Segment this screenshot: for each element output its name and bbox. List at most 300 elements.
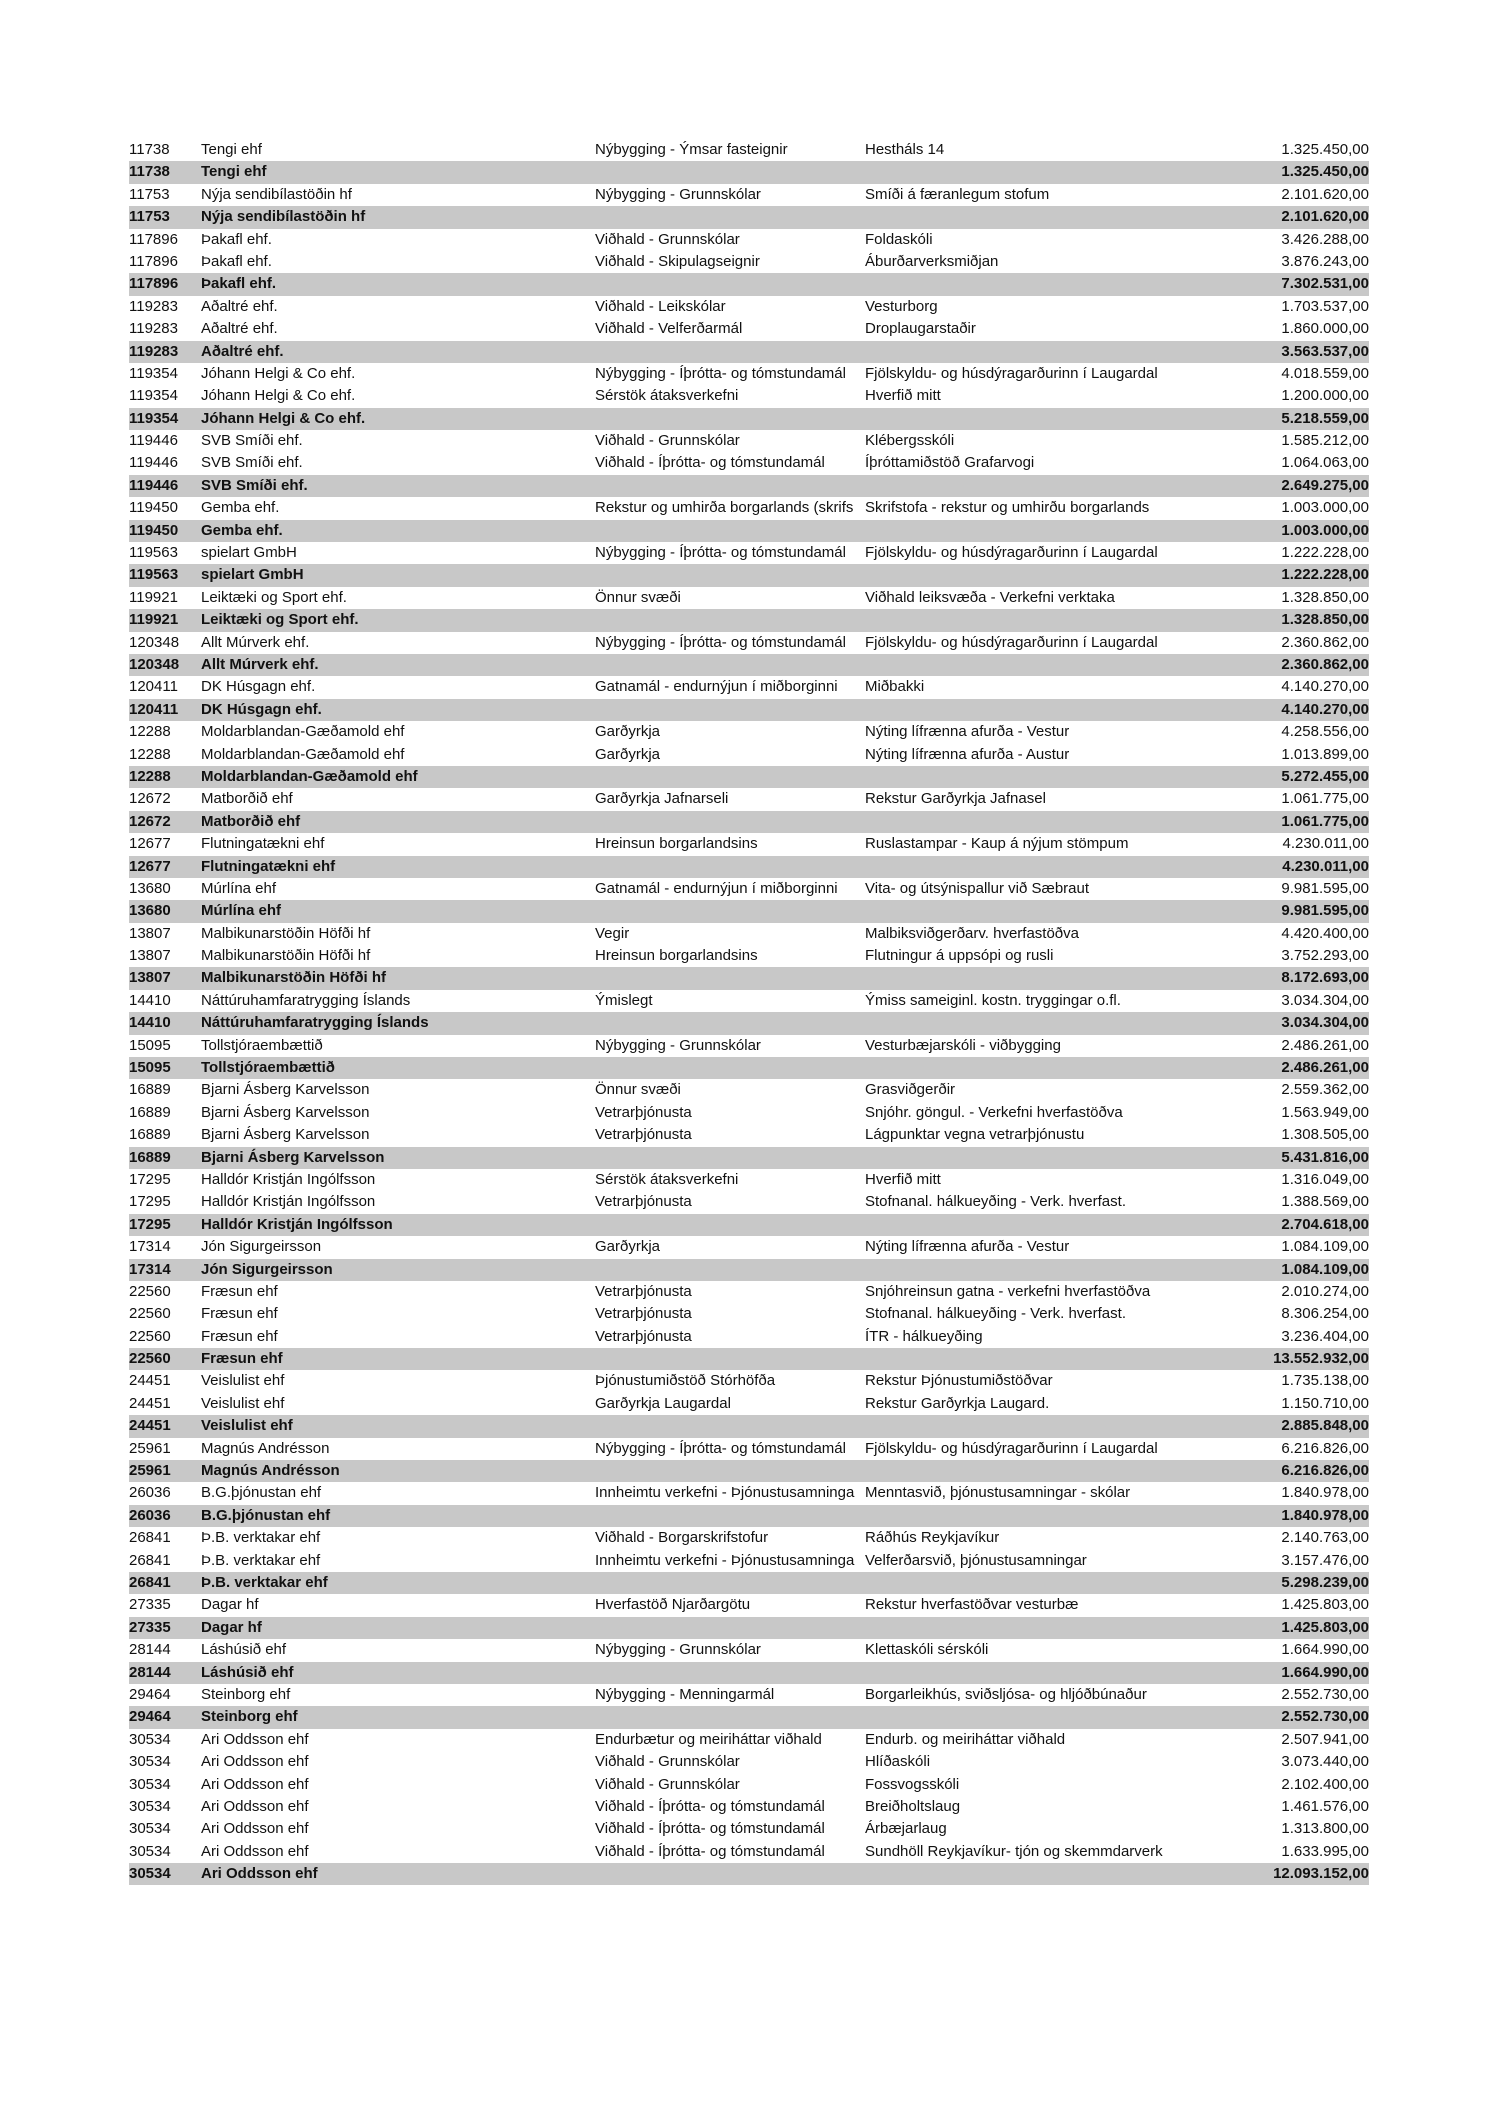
category-cell: Endurbætur og meiriháttar viðhald — [595, 1730, 822, 1748]
category-cell: Gatnamál - endurnýjun í miðborginni — [595, 678, 838, 696]
vendor-total-row — [129, 1706, 1369, 1728]
amount-cell: 4.230.011,00 — [1282, 835, 1369, 853]
table-row — [129, 1102, 1369, 1124]
vendor-id-cell: 30534 — [129, 1865, 171, 1883]
vendor-id-cell: 119354 — [129, 387, 178, 405]
amount-cell: 1.084.109,00 — [1281, 1260, 1369, 1278]
vendor-total-row — [129, 967, 1369, 989]
vendor-name-cell: DK Húsgagn ehf. — [201, 678, 316, 696]
table-row — [129, 632, 1369, 654]
vendor-id-cell: 119446 — [129, 454, 178, 472]
description-cell: Klettaskóli sérskóli — [865, 1641, 989, 1659]
amount-cell: 2.507.941,00 — [1281, 1730, 1369, 1748]
vendor-id-cell: 12288 — [129, 767, 171, 785]
description-cell — [865, 1415, 1265, 1437]
vendor-id-cell: 30534 — [129, 1797, 171, 1815]
amount-cell: 1.003.000,00 — [1281, 499, 1369, 517]
amount-cell: 1.200.000,00 — [1281, 387, 1369, 405]
table-row — [129, 251, 1369, 273]
description-cell — [865, 699, 1265, 721]
vendor-id-cell: 14410 — [129, 1014, 171, 1032]
vendor-id-cell: 26841 — [129, 1551, 171, 1569]
vendor-id-cell: 119283 — [129, 342, 179, 360]
description-cell: Smíði á færanlegum stofum — [865, 185, 1050, 203]
description-cell — [865, 206, 1265, 228]
vendor-id-cell: 26036 — [129, 1506, 171, 1524]
description-cell: Hverfið mitt — [865, 1170, 941, 1188]
vendor-name-cell: Gemba ehf. — [201, 521, 283, 539]
vendor-name-cell: Moldarblandan-Gæðamold ehf — [201, 745, 405, 763]
vendor-name-cell: Fræsun ehf — [201, 1282, 278, 1300]
vendor-total-row — [129, 408, 1369, 430]
category-cell: Garðyrkja — [595, 723, 661, 741]
vendor-name-cell: Fræsun ehf — [201, 1350, 283, 1368]
vendor-name-cell: spielart GmbH — [201, 566, 304, 584]
category-cell — [595, 341, 865, 363]
vendor-id-cell: 30534 — [129, 1820, 171, 1838]
vendor-total-row — [129, 1415, 1369, 1437]
description-cell: Vesturbæjarskóli - viðbygging — [865, 1036, 1061, 1054]
vendor-total-row — [129, 1617, 1369, 1639]
vendor-name-cell: Þ.B. verktakar ehf — [201, 1529, 321, 1547]
amount-cell: 1.316.049,00 — [1281, 1170, 1369, 1188]
description-cell: Rekstur Garðyrkja Laugard. — [865, 1394, 1050, 1412]
amount-cell: 9.981.595,00 — [1281, 879, 1369, 897]
table-row — [129, 587, 1369, 609]
vendor-name-cell: Flutningatækni ehf — [201, 835, 325, 853]
category-cell: Viðhald - Velferðarmál — [595, 320, 743, 338]
category-cell: Önnur svæði — [595, 588, 681, 606]
amount-cell: 3.034.304,00 — [1281, 991, 1369, 1009]
category-cell — [595, 1147, 865, 1169]
vendor-total-row — [129, 766, 1369, 788]
description-cell — [865, 1057, 1265, 1079]
vendor-name-cell: Nýja sendibílastöðin hf — [201, 185, 352, 203]
vendor-id-cell: 11753 — [129, 208, 170, 226]
vendor-name-cell: Steinborg ehf — [201, 1685, 291, 1703]
table-row — [129, 1438, 1369, 1460]
vendor-total-row — [129, 564, 1369, 586]
vendor-total-row — [129, 1214, 1369, 1236]
description-cell: Miðbakki — [865, 678, 925, 696]
category-cell: Nýbygging - Íþrótta- og tómstundamál — [595, 364, 846, 382]
vendor-id-cell: 30534 — [129, 1842, 171, 1860]
amount-cell: 1.064.063,00 — [1281, 454, 1369, 472]
amount-cell: 8.306.254,00 — [1281, 1305, 1369, 1323]
vendor-id-cell: 17314 — [129, 1238, 171, 1256]
description-cell — [865, 654, 1265, 676]
description-cell: Ýmiss sameiginl. kostn. tryggingar o.fl. — [865, 991, 1121, 1009]
category-cell: Viðhald - Grunnskólar — [595, 432, 740, 450]
vendor-name-cell: Bjarni Ásberg Karvelsson — [201, 1103, 370, 1121]
amount-cell: 2.010.274,00 — [1281, 1282, 1369, 1300]
description-cell: Fjölskyldu- og húsdýragarðurinn í Laugardal — [865, 544, 1158, 562]
category-cell — [595, 1348, 865, 1370]
description-cell: Rekstur Garðyrkja Jafnasel — [865, 790, 1046, 808]
amount-cell: 1.328.850,00 — [1281, 611, 1369, 629]
vendor-name-cell: Jóhann Helgi & Co ehf. — [201, 409, 366, 427]
description-cell: Menntasvið, þjónustusamningar - skólar — [865, 1484, 1131, 1502]
vendor-id-cell: 119450 — [129, 521, 179, 539]
table-row — [129, 1303, 1369, 1325]
table-row — [129, 1841, 1369, 1863]
table-row — [129, 1281, 1369, 1303]
amount-cell: 2.101.620,00 — [1281, 208, 1369, 226]
description-cell — [865, 900, 1265, 922]
description-cell — [865, 564, 1265, 586]
category-cell: Nýbygging - Menningarmál — [595, 1685, 775, 1703]
vendor-id-cell: 119283 — [129, 320, 178, 338]
category-cell: Nýbygging - Grunnskólar — [595, 185, 761, 203]
table-row — [129, 452, 1369, 474]
table-row — [129, 1550, 1369, 1572]
amount-cell: 2.360.862,00 — [1281, 655, 1369, 673]
vendor-name-cell: Múrlína ehf — [201, 902, 282, 920]
vendor-name-cell: Malbikunarstöðin Höfði hf — [201, 947, 371, 965]
description-cell: Malbiksviðgerðarv. hverfastöðva — [865, 924, 1079, 942]
vendor-id-cell: 15095 — [129, 1059, 171, 1077]
table-row — [129, 1326, 1369, 1348]
description-cell: Fjölskyldu- og húsdýragarðurinn í Laugardal — [865, 1439, 1158, 1457]
description-cell: Fossvogsskóli — [865, 1775, 960, 1793]
description-cell — [865, 1706, 1265, 1728]
category-cell: Innheimtu verkefni - Þjónustusamninga — [595, 1484, 855, 1502]
vendor-id-cell: 13807 — [129, 947, 171, 965]
amount-cell: 2.102.400,00 — [1281, 1775, 1369, 1793]
amount-cell: 8.172.693,00 — [1281, 969, 1369, 987]
vendor-id-cell: 22560 — [129, 1350, 171, 1368]
vendor-total-row — [129, 654, 1369, 676]
description-cell: Vesturborg — [865, 297, 938, 315]
vendor-id-cell: 12677 — [129, 857, 171, 875]
description-cell — [865, 1863, 1265, 1885]
vendor-name-cell: Bjarni Ásberg Karvelsson — [201, 1148, 385, 1166]
table-row — [129, 1639, 1369, 1661]
table-row — [129, 1236, 1369, 1258]
amount-cell: 2.885.848,00 — [1281, 1417, 1369, 1435]
vendor-id-cell: 11738 — [129, 163, 170, 181]
amount-cell: 5.218.559,00 — [1281, 409, 1369, 427]
description-cell: Fjölskyldu- og húsdýragarðurinn í Laugardal — [865, 633, 1158, 651]
description-cell: Íþróttamiðstöð Grafarvogi — [865, 454, 1035, 472]
vendor-name-cell: Flutningatækni ehf — [201, 857, 336, 875]
vendor-id-cell: 17295 — [129, 1170, 171, 1188]
category-cell — [595, 654, 865, 676]
amount-cell: 9.981.595,00 — [1281, 902, 1369, 920]
vendor-name-cell: DK Húsgagn ehf. — [201, 700, 322, 718]
vendor-id-cell: 16889 — [129, 1081, 171, 1099]
amount-cell: 6.216.826,00 — [1281, 1439, 1369, 1457]
amount-cell: 1.308.505,00 — [1281, 1126, 1369, 1144]
vendor-name-cell: Jóhann Helgi & Co ehf. — [201, 364, 356, 382]
amount-cell: 2.140.763,00 — [1281, 1529, 1369, 1547]
vendor-name-cell: Leiktæki og Sport ehf. — [201, 588, 347, 606]
description-cell — [865, 341, 1265, 363]
vendor-name-cell: Veislulist ehf — [201, 1417, 293, 1435]
description-cell: Droplaugarstaðir — [865, 320, 976, 338]
category-cell: Hreinsun borgarlandsins — [595, 947, 758, 965]
amount-cell: 3.157.476,00 — [1281, 1551, 1369, 1569]
table-row — [129, 318, 1369, 340]
category-cell — [595, 161, 865, 183]
description-cell: Árbæjarlaug — [865, 1820, 947, 1838]
category-cell: Viðhald - Borgarskrifstofur — [595, 1529, 769, 1547]
amount-cell: 1.061.775,00 — [1281, 812, 1369, 830]
category-cell: Nýbygging - Ýmsar fasteignir — [595, 141, 788, 158]
vendor-name-cell: B.G.þjónustan ehf — [201, 1506, 331, 1524]
description-cell: Fjölskyldu- og húsdýragarðurinn í Laugardal — [865, 364, 1158, 382]
table-row — [129, 1751, 1369, 1773]
table-row — [129, 1684, 1369, 1706]
vendor-name-cell: Dagar hf — [201, 1596, 259, 1614]
amount-cell: 5.431.816,00 — [1281, 1148, 1369, 1166]
table-row — [129, 1482, 1369, 1504]
amount-cell: 2.360.862,00 — [1281, 633, 1369, 651]
amount-cell: 2.552.730,00 — [1281, 1708, 1369, 1726]
vendor-name-cell: Múrlína ehf — [201, 879, 277, 897]
description-cell — [865, 161, 1265, 183]
vendor-id-cell: 119563 — [129, 544, 178, 562]
description-cell: Nýting lífrænna afurða - Vestur — [865, 723, 1070, 741]
vendor-name-cell: Allt Múrverk ehf. — [201, 633, 310, 651]
description-cell: Rekstur Þjónustumiðstöðvar — [865, 1372, 1053, 1390]
category-cell — [595, 1012, 865, 1034]
description-cell: Viðhald leiksvæða - Verkefni verktaka — [865, 588, 1115, 606]
category-cell: Garðyrkja Laugardal — [595, 1394, 731, 1412]
table-row — [129, 497, 1369, 519]
category-cell: Viðhald - Leikskólar — [595, 297, 726, 315]
amount-cell: 4.258.556,00 — [1281, 723, 1369, 741]
description-cell: Nýting lífrænna afurða - Vestur — [865, 1238, 1070, 1256]
category-cell — [595, 475, 865, 497]
vendor-name-cell: Tengi ehf — [201, 163, 267, 181]
vendor-id-cell: 26036 — [129, 1484, 171, 1502]
description-cell: Klébergsskóli — [865, 432, 955, 450]
vendor-id-cell: 22560 — [129, 1282, 171, 1300]
description-cell: Grasviðgerðir — [865, 1081, 956, 1099]
description-cell — [865, 1617, 1265, 1639]
description-cell — [865, 1460, 1265, 1482]
amount-cell: 1.840.978,00 — [1281, 1506, 1369, 1524]
vendor-name-cell: Veislulist ehf — [201, 1394, 285, 1412]
table-row — [129, 1169, 1369, 1191]
vendor-id-cell: 30534 — [129, 1730, 171, 1748]
vendor-total-row — [129, 1147, 1369, 1169]
amount-cell: 12.093.152,00 — [1273, 1865, 1369, 1883]
category-cell — [595, 609, 865, 631]
table-row — [129, 1796, 1369, 1818]
table-row — [129, 788, 1369, 810]
vendor-id-cell: 13680 — [129, 879, 171, 897]
description-cell — [865, 475, 1265, 497]
vendor-name-cell: Jóhann Helgi & Co ehf. — [201, 387, 356, 405]
description-cell: Endurb. og meiriháttar viðhald — [865, 1730, 1066, 1748]
category-cell: Sérstök átaksverkefni — [595, 1170, 739, 1188]
description-cell — [865, 520, 1265, 542]
amount-cell: 1.703.537,00 — [1281, 297, 1369, 315]
description-cell: Áburðarverksmiðjan — [865, 252, 999, 270]
description-cell — [865, 967, 1265, 989]
vendor-name-cell: Láshúsið ehf — [201, 1641, 287, 1659]
vendor-name-cell: Ari Oddsson ehf — [201, 1797, 309, 1815]
vendor-name-cell: Veislulist ehf — [201, 1372, 285, 1390]
category-cell: Viðhald - Íþrótta- og tómstundamál — [595, 454, 825, 472]
vendor-total-row — [129, 273, 1369, 295]
amount-cell: 2.704.618,00 — [1281, 1215, 1369, 1233]
vendor-total-row — [129, 609, 1369, 631]
amount-cell: 1.735.138,00 — [1281, 1372, 1369, 1390]
amount-cell: 1.222.228,00 — [1281, 544, 1369, 562]
description-cell — [865, 1662, 1265, 1684]
amount-cell: 3.073.440,00 — [1281, 1753, 1369, 1771]
description-cell: Hlíðaskóli — [865, 1753, 931, 1771]
vendor-id-cell: 119354 — [129, 364, 178, 382]
amount-cell: 1.563.949,00 — [1281, 1103, 1369, 1121]
vendor-name-cell: Þ.B. verktakar ehf — [201, 1551, 321, 1569]
description-cell: Vita- og útsýnispallur við Sæbraut — [865, 879, 1090, 897]
vendor-id-cell: 22560 — [129, 1327, 171, 1345]
description-cell: Flutningur á uppsópi og rusli — [865, 947, 1054, 965]
vendor-name-cell: Halldór Kristján Ingólfsson — [201, 1215, 393, 1233]
amount-cell: 1.664.990,00 — [1281, 1641, 1369, 1659]
amount-cell: 3.236.404,00 — [1281, 1327, 1369, 1345]
vendor-name-cell: Gemba ehf. — [201, 499, 280, 517]
description-cell — [865, 408, 1265, 430]
description-cell: Snjóhr. göngul. - Verkefni hverfastöðva — [865, 1103, 1123, 1121]
amount-cell: 3.426.288,00 — [1281, 230, 1369, 248]
amount-cell: 3.876.243,00 — [1281, 252, 1369, 270]
description-cell — [865, 273, 1265, 295]
vendor-name-cell: Þakafl ehf. — [201, 275, 277, 293]
vendor-name-cell: Moldarblandan-Gæðamold ehf — [201, 767, 418, 785]
description-cell: Ráðhús Reykjavíkur — [865, 1529, 1000, 1547]
description-cell — [865, 1572, 1265, 1594]
amount-cell: 1.061.775,00 — [1281, 790, 1369, 808]
vendor-id-cell: 12677 — [129, 835, 171, 853]
amount-cell: 4.018.559,00 — [1281, 364, 1369, 382]
vendor-name-cell: Jón Sigurgeirsson — [201, 1238, 322, 1256]
category-cell: Vetrarþjónusta — [595, 1305, 692, 1323]
vendor-id-cell: 119446 — [129, 432, 178, 450]
category-cell — [595, 1214, 865, 1236]
vendor-name-cell: Tengi ehf — [201, 141, 262, 158]
vendor-total-row — [129, 699, 1369, 721]
category-cell — [595, 1572, 865, 1594]
amount-cell: 4.140.270,00 — [1281, 678, 1369, 696]
vendor-name-cell: Ari Oddsson ehf — [201, 1775, 309, 1793]
vendor-id-cell: 25961 — [129, 1439, 171, 1457]
table-row — [129, 923, 1369, 945]
category-cell: Sérstök átaksverkefni — [595, 387, 739, 405]
vendor-name-cell: Magnús Andrésson — [201, 1439, 330, 1457]
description-cell: Rekstur hverfastöðvar vesturbæ — [865, 1596, 1079, 1614]
vendor-total-row — [129, 1348, 1369, 1370]
amount-cell: 2.649.275,00 — [1281, 476, 1369, 494]
vendor-id-cell: 120411 — [129, 678, 178, 696]
table-row — [129, 296, 1369, 318]
vendor-total-row — [129, 1259, 1369, 1281]
vendor-id-cell: 17314 — [129, 1260, 171, 1278]
vendor-id-cell: 117896 — [129, 275, 179, 293]
vendor-id-cell: 16889 — [129, 1148, 171, 1166]
table-row — [129, 676, 1369, 698]
category-cell: Nýbygging - Grunnskólar — [595, 1641, 761, 1659]
vendor-id-cell: 24451 — [129, 1394, 171, 1412]
amount-cell: 7.302.531,00 — [1281, 275, 1369, 293]
vendor-id-cell: 12672 — [129, 790, 171, 808]
vendor-name-cell: B.G.þjónustan ehf — [201, 1484, 322, 1502]
amount-cell: 1.222.228,00 — [1281, 566, 1369, 584]
vendor-total-row — [129, 206, 1369, 228]
amount-cell: 1.425.803,00 — [1281, 1618, 1369, 1636]
table-row — [129, 1527, 1369, 1549]
vendor-total-row — [129, 161, 1369, 183]
description-cell — [865, 1505, 1265, 1527]
table-row — [129, 945, 1369, 967]
amount-cell: 2.486.261,00 — [1281, 1059, 1369, 1077]
vendor-id-cell: 11738 — [129, 141, 170, 158]
vendor-name-cell: Ari Oddsson ehf — [201, 1820, 309, 1838]
category-cell: Vetrarþjónusta — [595, 1126, 692, 1144]
amount-cell: 4.420.400,00 — [1281, 924, 1369, 942]
vendor-name-cell: SVB Smíði ehf. — [201, 432, 303, 450]
category-cell: Ýmislegt — [595, 991, 653, 1009]
vendor-name-cell: Fræsun ehf — [201, 1327, 278, 1345]
category-cell: Vetrarþjónusta — [595, 1193, 692, 1211]
amount-cell: 1.840.978,00 — [1281, 1484, 1369, 1502]
description-cell: Ruslastampar - Kaup á nýjum stömpum — [865, 835, 1129, 853]
vendor-id-cell: 120411 — [129, 700, 179, 718]
vendor-id-cell: 29464 — [129, 1685, 171, 1703]
table-row — [129, 1035, 1369, 1057]
amount-cell: 1.633.995,00 — [1281, 1842, 1369, 1860]
vendor-name-cell: Matborðið ehf — [201, 790, 293, 808]
description-cell — [865, 1147, 1265, 1169]
vendor-id-cell: 14410 — [129, 991, 171, 1009]
category-cell — [595, 273, 865, 295]
vendor-total-row — [129, 1460, 1369, 1482]
vendor-total-row — [129, 1572, 1369, 1594]
table-row — [129, 430, 1369, 452]
vendor-id-cell: 119921 — [129, 611, 179, 629]
vendor-name-cell: Halldór Kristján Ingólfsson — [201, 1170, 376, 1188]
description-cell: Hestháls 14 — [865, 141, 945, 158]
table-row — [129, 1594, 1369, 1616]
description-cell — [865, 1012, 1265, 1034]
amount-cell: 5.272.455,00 — [1281, 767, 1369, 785]
vendor-id-cell: 26841 — [129, 1529, 171, 1547]
vendor-id-cell: 25961 — [129, 1462, 171, 1480]
category-cell: Nýbygging - Íþrótta- og tómstundamál — [595, 544, 846, 562]
vendor-name-cell: Tollstjóraembættið — [201, 1036, 323, 1054]
vendor-name-cell: Aðaltré ehf. — [201, 297, 278, 315]
vendor-name-cell: Ari Oddsson ehf — [201, 1842, 309, 1860]
vendor-name-cell: Dagar hf — [201, 1618, 262, 1636]
category-cell — [595, 967, 865, 989]
amount-cell: 2.559.362,00 — [1281, 1081, 1369, 1099]
category-cell: Garðyrkja — [595, 745, 661, 763]
vendor-total-row — [129, 1012, 1369, 1034]
amount-cell: 1.664.990,00 — [1281, 1663, 1369, 1681]
vendor-id-cell: 119446 — [129, 476, 179, 494]
vendor-total-row — [129, 811, 1369, 833]
vendor-id-cell: 117896 — [129, 230, 178, 248]
vendor-id-cell: 119354 — [129, 409, 179, 427]
vendor-id-cell: 17295 — [129, 1193, 171, 1211]
table-row — [129, 878, 1369, 900]
category-cell — [595, 1706, 865, 1728]
table-row — [129, 721, 1369, 743]
